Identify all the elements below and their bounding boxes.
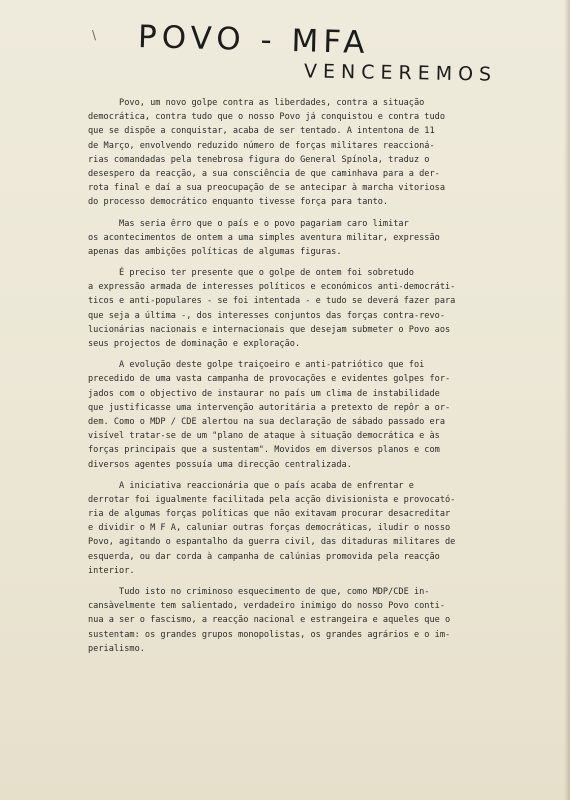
typewritten-body — [88, 96, 528, 656]
paragraph-gap — [88, 210, 528, 217]
text-line: jados com o objectivo de instaurar no país um clima de instabilidade — [88, 388, 440, 399]
text-line: e dividir o M F A, caluniar outras forças democráticas, iludir o nosso — [88, 523, 451, 534]
text-line: ticos e anti-populares - se foi intentada - e tudo se deverá fazer para — [88, 296, 456, 307]
text-line: esquerda, ou dar corda à campanha de calúnias promovida pela reacção — [88, 551, 440, 562]
paragraph-gap — [88, 351, 528, 358]
text-line: rias comandadas pela tenebrosa figura do General Spínola, traduz o — [88, 154, 430, 165]
text-line: democrática, contra tudo que o nosso Povo já conquistou e contra tudo — [88, 112, 445, 123]
paragraph-gap — [88, 259, 528, 266]
text-line: rota final e daí a sua preocupação de se antecipar à marcha vitoriosa — [88, 183, 445, 194]
text-line: a expressão armada de interesses políticos e económicos anti-democráti- — [88, 282, 456, 293]
handwritten-subtitle: VENCEREMOS — [303, 60, 498, 86]
text-line: que se dispõe a conquistar, acaba de ser tentado. A intentona de 11 — [88, 126, 435, 137]
text-line: seus projectos de dominação e exploração. — [88, 339, 301, 349]
text-line: precedido de uma vasta campanha de provocações e evidentes golpes for- — [88, 374, 451, 385]
text-line: Tudo isto no criminoso esquecimento de que, como MDP/CDE in- — [88, 587, 430, 597]
text-line: Povo, um novo golpe contra as liberdades, contra a situação — [88, 98, 425, 108]
text-line: lucionárias nacionais e internacionais que desejam submeter o Povo aos — [88, 324, 451, 335]
text-line: que justificasse uma intervenção autoritária a pretexto de repôr a or- — [88, 402, 451, 413]
paragraph — [88, 585, 528, 656]
paragraph — [88, 479, 528, 578]
corner-pen-mark: \ — [92, 28, 97, 42]
paragraph — [88, 266, 528, 351]
text-line: derrotar foi igualmente facilitada pela acção divisionista e provocató- — [88, 494, 456, 505]
text-line: visível tratar-se de um "plano de ataque à situação democrática e às — [88, 431, 440, 442]
text-line: que seja a última -, dos interesses conjuntos das forças contra-revo- — [88, 310, 445, 321]
text-line: forças principais que a sustentam". Movidos em diversos planos e com — [88, 445, 440, 456]
paragraph-gap — [88, 578, 528, 585]
text-line: apenas das ambições políticas de algumas figuras. — [88, 246, 342, 257]
text-line: diversos agentes possuía uma direcção centralizada. — [88, 459, 352, 470]
text-line: A evolução deste golpe traiçoeiro e anti-patriótico que foi — [88, 360, 425, 371]
text-line: perialismo. — [88, 643, 145, 654]
text-line: ria de algumas forças políticas que não exitavam procurar desacreditar — [88, 509, 451, 520]
text-line: sustentam: os grandes grupos monopolistas, os grandes agrários e o im- — [88, 629, 451, 640]
text-line: Povo, agitando o espantalho da guerra civil, das ditaduras militares de — [88, 537, 456, 548]
text-line: interior. — [88, 565, 135, 576]
text-line: do processo democrático enquanto tivesse força para tanto. — [88, 197, 389, 208]
handwritten-title: POVO - MFA — [137, 18, 370, 62]
text-line: Mas seria êrro que o país e o povo pagariam caro limitar — [88, 218, 409, 229]
text-line: É preciso ter presente que o golpe de ontem foi sobretudo — [88, 268, 414, 279]
text-line: de Março, envolvendo reduzido número de forças militares reaccioná- — [88, 140, 435, 151]
paragraph-gap — [88, 472, 528, 479]
paragraph — [88, 217, 528, 260]
text-line: desespero da reacção, a sua consciência de que caminhava para a der- — [88, 168, 440, 179]
scan-edge-shadow — [564, 0, 570, 800]
text-line: dem. Como o MDP / CDE alertou na sua declaração de sábado passado era — [88, 416, 445, 427]
paragraph — [88, 358, 528, 472]
text-line: A iniciativa reaccionária que o país acaba de enfrentar e — [88, 480, 414, 491]
text-line: cansàvelmente tem salientado, verdadeiro inimigo do nosso Povo conti- — [88, 601, 445, 612]
text-line: nua a ser o fascismo, a reacção nacional e estrangeira e aqueles que o — [88, 615, 451, 626]
text-line: os acontecimentos de ontem a uma simples aventura militar, expressão — [88, 232, 440, 243]
paragraph — [88, 96, 528, 210]
